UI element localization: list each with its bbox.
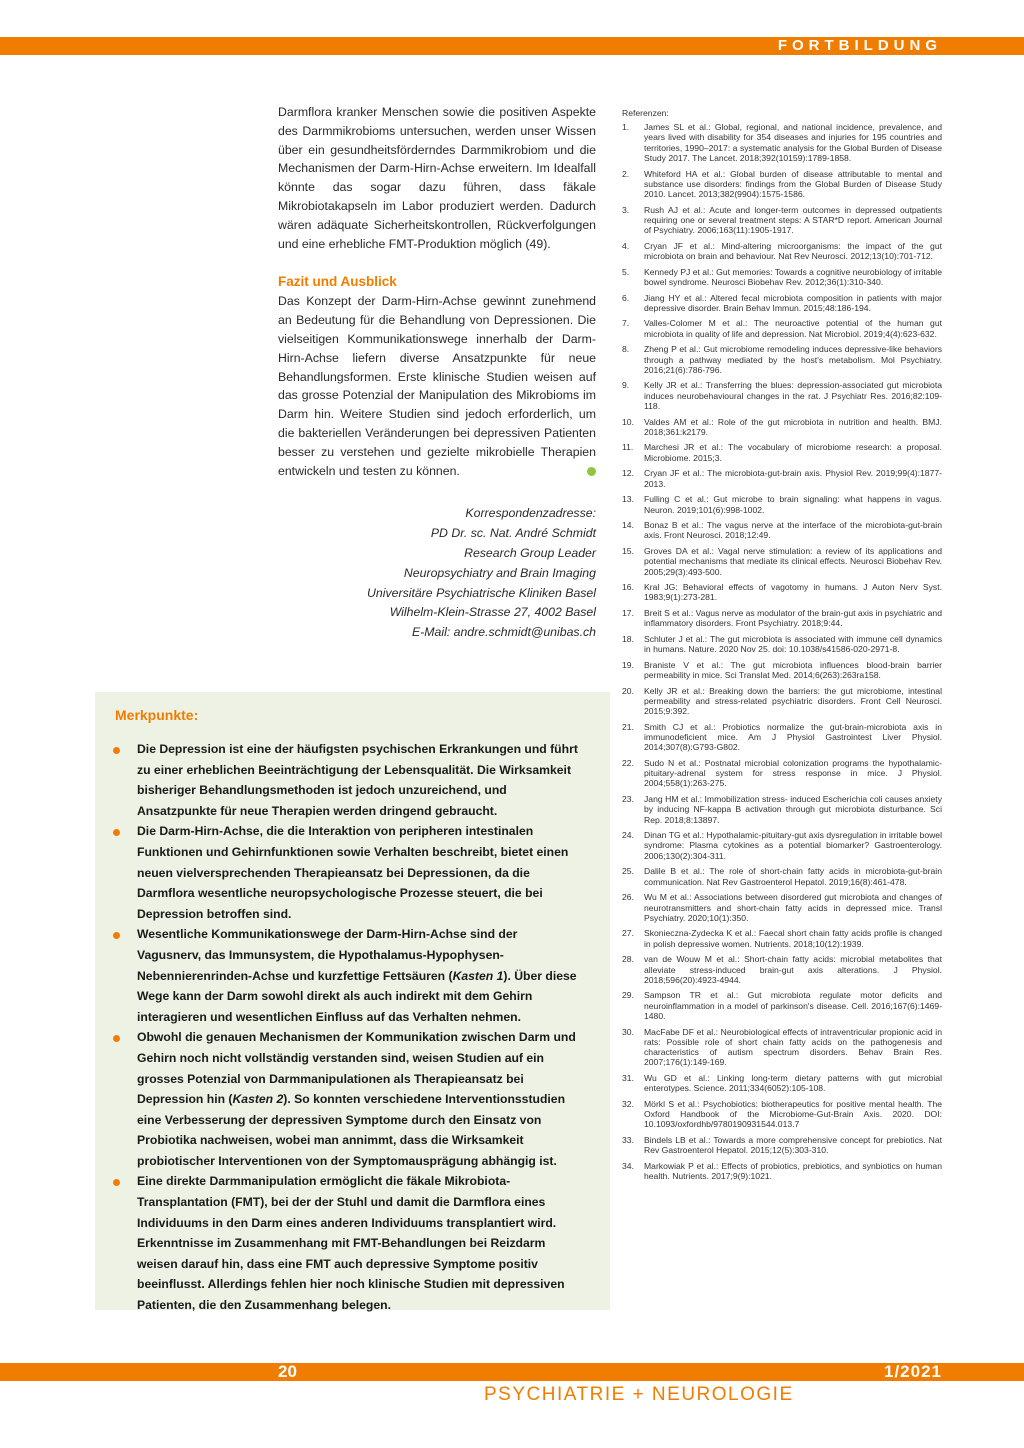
reference-item: [622, 1099, 942, 1130]
key-point-text: Die Darm-Hirn-Achse, die die Interaktion von peripheren intestinalen Funktionen und Gehirnfunktionen sowie Verhalten beschreibt, bietet einen neuen vielversprechenden Therapieansatz bei Depressionen, da die Darmflora wesentliche neuropsychologische Prozesse steuert, die bei Depression betroffen sind.: [137, 824, 569, 921]
reference-item: [622, 442, 942, 462]
reference-text: Wu GD et al.: Linking long-term dietary patterns with gut microbial enterotypes. Science. 2011;334(6052):105-108.: [644, 1072, 942, 1094]
issue-number: 1/2021: [884, 1362, 942, 1381]
reference-text: Breit S et al.: Vagus nerve as modulator of the brain-gut axis in psychiatric and inflammatory disorders. Front Psychiatry. 2018;9:44.: [644, 608, 942, 629]
reference-number: 33.: [622, 1134, 634, 1145]
reference-number: 13.: [622, 494, 634, 505]
key-points-title: Merkpunkte:: [115, 707, 199, 723]
reference-item: [622, 582, 942, 602]
reference-text: Kennedy PJ et al.: Gut memories: Towards a cognitive neurobiology of irritable bowel syndrome. Neurosci Biobehav Rev. 2012;36(1):310-340.: [644, 266, 942, 287]
key-points-list: [113, 739, 583, 1316]
reference-number: 21.: [622, 721, 634, 732]
intro-paragraph: Darmflora kranker Menschen sowie die positiven Aspekte des Darmmikrobioms untersuchen, werden unser Wissen über ein gesundheitsförderndes Darmmikrobiom und die Mechanismen der Darm-Hirn-Achse erweitern. Im Idealfall könnte das sogar dazu führen, dass fäkale Mikrobiotakapseln im Labor produziert werden. Dadurch wären adäquate Sicherheitskontrollen, Rückverfolgungen und eine erhebliche FMT-Produktion möglich (49).: [278, 105, 596, 251]
address-email: E-Mail: andre.schmidt@unibas.ch: [411, 625, 596, 640]
address-street: Wilhelm-Klein-Strasse 27, 4002 Basel: [389, 605, 596, 620]
reference-item: [622, 241, 942, 261]
reference-text: Wu M et al.: Associations between disordered gut microbiota and changes of neurotransmitters and short-chain fatty acids in depressed mice. Transl Psychiatry. 2020;10(1):350.: [644, 892, 942, 923]
reference-number: 14.: [622, 520, 634, 531]
reference-item: [622, 794, 942, 825]
key-point-text-post: ). So konnten verschiedene Interventionsstudien eine Verbesserung der depressiven Symptome durch den Einsatz von Probiotika nachweisen, wobei man annimmt, dass die Wirksamkeit probiotischer Interventionen von der Symptomausprägung abhängig ist.: [137, 1092, 566, 1168]
reference-number: 12.: [622, 468, 634, 479]
section-title: FORTBILDUNG: [777, 37, 942, 54]
bullet-dot-icon: [113, 1179, 120, 1186]
reference-number: 3.: [622, 204, 630, 215]
reference-text: Jang HM et al.: Immobilization stress- induced Escherichia coli causes anxiety by inducing NF-kappa B activation through gut microbiota disturbance. Sci Rep. 2018;8:13897.: [644, 794, 942, 825]
key-point-text-em: Kasten 1: [452, 968, 504, 983]
reference-item: [622, 990, 942, 1021]
reference-number: 18.: [622, 634, 634, 645]
reference-text: Kelly JR et al.: Breaking down the barriers: the gut microbiome, intestinal permeability and stress-related psychiatric disorders. Front Cell Neurosci. 2015;9:392.: [644, 685, 942, 717]
key-points-box: [95, 692, 610, 1313]
reference-text: Kelly JR et al.: Transferring the blues: depression-associated gut microbiota induces neurobehavioural changes in the rat. J Psychiatr Res. 2016;82:109-118.: [644, 380, 942, 411]
reference-item: [622, 1073, 942, 1093]
reference-text: Groves DA et al.: Vagal nerve stimulation: a review of its applications and potential mechanisms that mediate its clinical effects. Neurosci Biobehav Rev. 2005;29(3):493-500.: [644, 546, 942, 577]
header-band: [0, 37, 1024, 55]
correspondence-address: [278, 504, 596, 643]
reference-number: 19.: [622, 659, 634, 670]
reference-item: [622, 122, 942, 163]
reference-number: 16.: [622, 582, 634, 593]
reference-item: [622, 344, 942, 375]
address-dept: Neuropsychiatry and Brain Imaging: [403, 565, 596, 580]
reference-text: Marchesi JR et al.: The vocabulary of microbiome research: a proposal. Microbiome. 2015;3.: [644, 442, 942, 463]
reference-number: 25.: [622, 866, 634, 877]
reference-item: [622, 1027, 942, 1068]
reference-text: Bonaz B et al.: The vagus nerve at the interface of the microbiota-gut-brain axis. Front Neurosci. 2018;12:49.: [644, 520, 942, 541]
reference-text: James SL et al.: Global, regional, and national incidence, prevalence, and years lived with disability for 354 diseases and injuries for 195 countries and territories, 1990–2017: a systematic analysis for the Global Burden of Disease Study 2017. The Lancet. 2018;392(10159):1789-1858.: [644, 122, 942, 163]
reference-item: [622, 758, 942, 789]
reference-number: 20.: [622, 685, 634, 696]
reference-item: [622, 660, 942, 680]
reference-number: 9.: [622, 380, 630, 391]
reference-number: 28.: [622, 954, 634, 965]
reference-text: Dalile B et al.: The role of short-chain fatty acids in microbiota-gut-brain communication. Nat Rev Gastroenterol Hepatol. 2019;16(8):461-478.: [644, 866, 942, 887]
reference-number: 31.: [622, 1072, 634, 1083]
reference-number: 15.: [622, 546, 634, 557]
footer-band: [0, 1363, 1024, 1381]
reference-text: Rush AJ et al.: Acute and longer-term outcomes in depressed outpatients requiring one or several treatment steps: A STAR*D report. American Journal of Psychiatry. 2006;163(11):1905-1917.: [644, 204, 942, 236]
reference-number: 10.: [622, 416, 634, 427]
reference-number: 1.: [622, 122, 630, 133]
reference-number: 6.: [622, 292, 630, 303]
reference-item: [622, 830, 942, 861]
reference-number: 29.: [622, 990, 634, 1001]
reference-number: 23.: [622, 794, 634, 805]
reference-item: [622, 417, 942, 437]
reference-number: 11.: [622, 442, 634, 453]
reference-number: 27.: [622, 928, 634, 939]
reference-text: Jiang HY et al.: Altered fecal microbiota composition in patients with major depressive disorder. Brain Behav Immun. 2015;48:186-194.: [644, 292, 942, 313]
reference-text: Braniste V et al.: The gut microbiota influences blood-brain barrier permeability in mice. Sci Translat Med. 2014;6(263):263ra158.: [644, 659, 942, 681]
key-point-text: Die Depression ist eine der häufigsten psychischen Erkrankungen und führt zu einer erheblichen Beeinträchtigung der Lebensqualität. Die Wirksamkeit bisheriger Behandlungsmethoden ist jedoch unzureichend, und Ansatzpunkte für neue Therapien werden dringend gebraucht.: [137, 742, 578, 818]
key-point-item: [113, 821, 583, 924]
bullet-dot-icon: [113, 932, 120, 939]
reference-number: 2.: [622, 168, 630, 179]
reference-item: [622, 520, 942, 540]
reference-item: [622, 546, 942, 577]
reference-text: Mörkl S et al.: Psychobiotics: biotherapeutics for positive mental health. The Oxford Handbook of the Microbiome-Gut-Brain Axis. 2020. DOI: 10.1093/oxfordhb/9780190931544.013.7: [644, 1098, 942, 1130]
reference-text: Zheng P et al.: Gut microbiome remodeling induces depressive-like behaviors through a pathway mediated by the host's metabolism. Mol Psychiatry. 2016;21(6):786-796.: [644, 344, 942, 375]
bullet-dot-icon: [113, 747, 120, 754]
reference-item: [622, 293, 942, 313]
reference-number: 22.: [622, 758, 634, 769]
reference-text: Bindels LB et al.: Towards a more comprehensive concept for prebiotics. Nat Rev Gastroenterol Hepatol. 2015;12(5):303-310.: [644, 1134, 942, 1156]
reference-number: 5.: [622, 266, 630, 277]
reference-item: [622, 318, 942, 338]
reference-number: 8.: [622, 344, 630, 355]
address-institution: Universitäre Psychiatrische Kliniken Basel: [367, 585, 596, 600]
reference-number: 17.: [622, 608, 634, 619]
reference-text: Valles-Colomer M et al.: The neuroactive potential of the human gut microbiota in quality of life and depression. Nat Microbiol. 2019;4(4):623-632.: [644, 318, 942, 339]
reference-text: Valdes AM et al.: Role of the gut microbiota in nutrition and health. BMJ. 2018;361:k2179.: [644, 416, 942, 437]
reference-text: Smith CJ et al.: Probiotics normalize the gut-brain-microbiota axis in immunodeficient mice. Am J Physiol Gastrointest Liver Physiol. 2014;307(8):G793-G802.: [644, 721, 942, 753]
key-point-item: [113, 1027, 583, 1171]
conclusion-text: Das Konzept der Darm-Hirn-Achse gewinnt zunehmend an Bedeutung für die Behandlung von Depressionen. Die vielseitigen Kommunikationswege innerhalb der Darm-Hirn-Achse liefern diverse Ansatzpunkte für neue Behandlungsformen. Erste klinische Studien weisen auf das grosse Potenzial der Manipulation des Mikrobioms im Darm hin. Weitere Studien sind jedoch erforderlich, um die bakteriellen Veränderungen bei depressiven Patienten besser zu verstehen und gezielte mikrobielle Therapien entwickeln und testen zu können.: [278, 294, 596, 478]
reference-text: Cryan JF et al.: The microbiota-gut-brain axis. Physiol Rev. 2019;99(4):1877-2013.: [644, 468, 942, 489]
address-label: Korrespondenzadresse:: [465, 506, 596, 521]
bullet-dot-icon: [113, 829, 120, 836]
reference-number: 30.: [622, 1026, 634, 1037]
key-point-text-pre: Obwohl die genauen Mechanismen der Kommunikation zwischen Darm und Gehirn noch nicht vollständig verstanden sind, weisen Studien auf ein grosses Potenzial von Darmmanipulationen als Therapieansatz bei Depression hin (: [137, 1030, 576, 1107]
reference-text: MacFabe DF et al.: Neurobiological effects of intraventricular propionic acid in rats: Possible role of short chain fatty acids on the pathogenesis and characteristics of autism spectrum disorders. Behav Brain Res. 2007;176(1):149-169.: [644, 1026, 942, 1068]
reference-item: [622, 380, 942, 411]
reference-text: Cryan JF et al.: Mind-altering microorganisms: the impact of the gut microbiota on brain and behaviour. Nat Rev Neurosci. 2012;13(10):701-712.: [644, 240, 942, 261]
references-list: [622, 122, 942, 1181]
bullet-dot-icon: [113, 1035, 120, 1042]
key-point-text: Eine direkte Darmmanipulation ermöglicht die fäkale Mikrobiota-Transplantation (FMT), bei der der Stuhl und damit die Darmflora eines Individuums in den Darm eines anderen Individuums transplantiert wird. Erkenntnisse im Zusammenhang mit FMT-Behandlungen bei Reizdarm weisen darauf hin, dass eine FMT auch depressive Symptome positiv beeinflusst. Allerdings fehlen hier noch klinische Studien mit depressiven Patienten, die den Zusammenhang belegen.: [137, 1174, 565, 1313]
reference-item: [622, 1161, 942, 1181]
reference-text: Fulling C et al.: Gut microbe to brain signaling: what happens in vagus. Neuron. 2019;101(6):998-1002.: [644, 494, 942, 515]
key-point-item: [113, 739, 583, 821]
address-role: Research Group Leader: [464, 545, 596, 560]
conclusion-paragraph: [278, 292, 596, 480]
key-point-item: [113, 924, 583, 1027]
key-point-item: [113, 1171, 583, 1315]
reference-number: 7.: [622, 318, 630, 329]
reference-text: van de Wouw M et al.: Short-chain fatty acids: microbial metabolites that alleviate stress-induced brain-gut axis alterations. J Physiol. 2018;596(20):4923-4944.: [644, 954, 942, 985]
reference-text: Dinan TG et al.: Hypothalamic-pituitary-gut axis dysregulation in irritable bowel syndrome: Plasma cytokines as a potential biomarker? Gastroenterology. 2006;130(2):304-311.: [644, 830, 942, 861]
end-of-article-dot-icon: [587, 467, 596, 476]
reference-item: [622, 494, 942, 514]
reference-text: Schluter J et al.: The gut microbiota is associated with immune cell dynamics in humans. Nature. 2020 Nov 25. doi: 10.1038/s41586-020-2971-8.: [644, 634, 942, 655]
reference-item: [622, 722, 942, 753]
address-name: PD Dr. sc. Nat. André Schmidt: [430, 526, 596, 541]
page-number: 20: [278, 1362, 297, 1381]
reference-number: 4.: [622, 240, 630, 251]
reference-item: [622, 468, 942, 488]
journal-name: PSYCHIATRIE + NEUROLOGIE: [484, 1384, 794, 1405]
reference-item: [622, 892, 942, 923]
reference-number: 24.: [622, 830, 634, 841]
reference-text: Skonieczna-Zydecka K et al.: Faecal short chain fatty acids profile is changed in polish depressive women. Nutrients. 2018;10(12):1939.: [644, 928, 942, 949]
reference-item: [622, 954, 942, 985]
reference-item: [622, 928, 942, 948]
reference-item: [622, 634, 942, 654]
reference-text: Sampson TR et al.: Gut microbiota regulate motor deficits and neuroinflammation in a model of parkinson's disease. Cell. 2016;167(6):1469-1480.: [644, 990, 942, 1021]
references-column: [622, 108, 942, 1187]
reference-number: 26.: [622, 892, 634, 903]
reference-text: Markowiak P et al.: Effects of probiotics, prebiotics, and synbiotics on human health. Nutrients. 2017;9(9):1021.: [644, 1160, 942, 1181]
reference-text: Sudo N et al.: Postnatal microbial colonization programs the hypothalamic-pituitary-adrenal system for stress response in mice. J Physiol. 2004;558(1):263-275.: [644, 758, 942, 789]
reference-number: 32.: [622, 1098, 634, 1109]
reference-text: Kral JG: Behavioral effects of vagotomy in humans. J Auton Nerv Syst. 1983;9(1):273-281.: [644, 582, 942, 603]
key-point-text-em: Kasten 2: [232, 1092, 284, 1107]
main-column: [278, 103, 596, 643]
reference-item: [622, 1135, 942, 1155]
reference-item: [622, 686, 942, 717]
key-point-text-post: ). Über diese Wege kann der Darm sowohl direkt als auch indirekt mit dem Gehirn interagieren und wesentlichen Einfluss auf das Verhalten nehmen.: [137, 968, 577, 1024]
reference-item: [622, 866, 942, 886]
reference-item: [622, 267, 942, 287]
references-title: Referenzen:: [622, 108, 669, 118]
reference-item: [622, 205, 942, 236]
reference-number: 34.: [622, 1160, 634, 1171]
reference-item: [622, 608, 942, 628]
conclusion-heading: Fazit und Ausblick: [278, 274, 397, 290]
reference-item: [622, 169, 942, 200]
reference-text: Whiteford HA et al.: Global burden of disease attributable to mental and substance use disorders: findings from the Global Burden of Disease Study 2010. Lancet. 2013;382(9904):1575-1586.: [644, 168, 942, 199]
key-point-text-pre: Wesentliche Kommunikationswege der Darm-Hirn-Achse sind der Vagusnerv, das Immunsystem, die Hypothalamus-Hypophysen-Nebennierenrinden-Achse und kurzfettige Fettsäuren (: [137, 927, 518, 983]
